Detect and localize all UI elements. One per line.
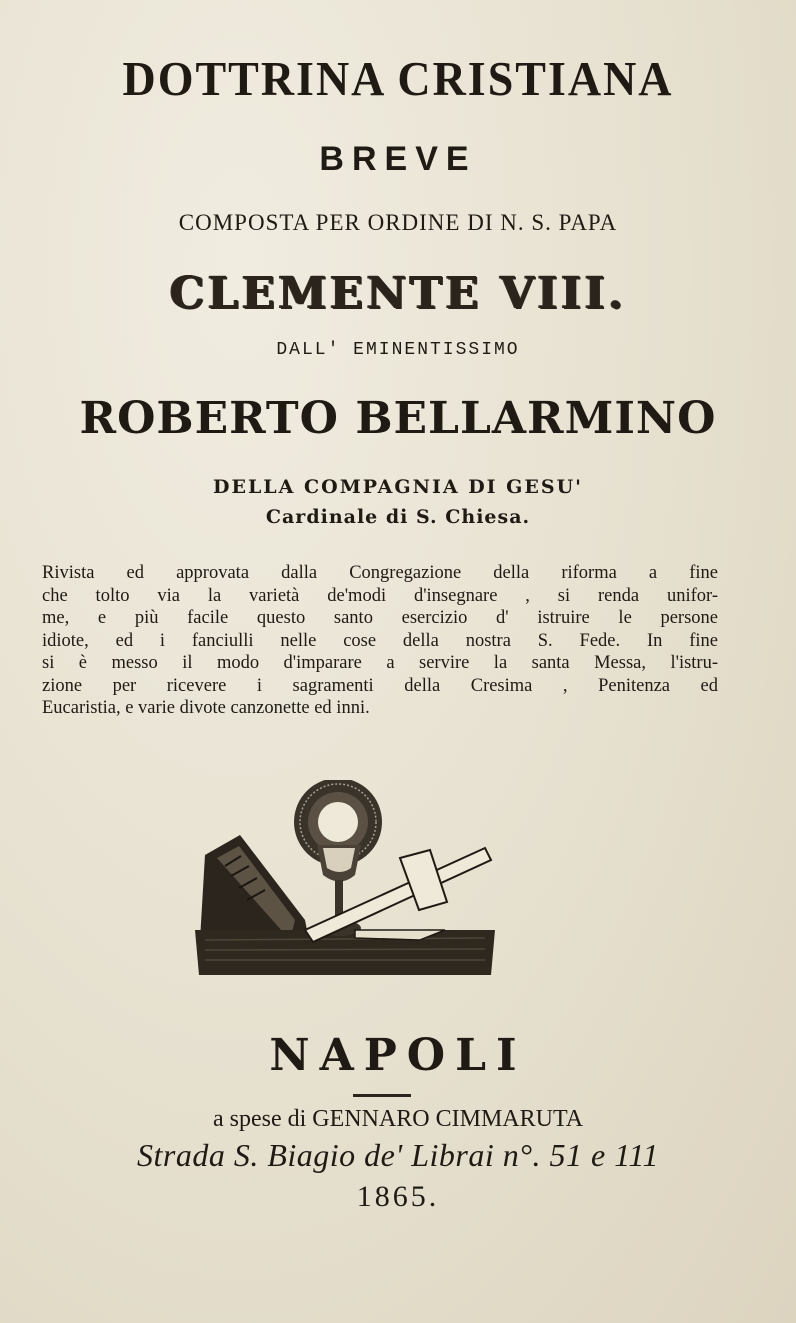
description-line: me, e più facile questo santo esercizio d' istruire le persone (42, 608, 718, 628)
cardinal-line: Cardinale di S. Chiesa. (265, 506, 531, 528)
publication-year: 1865. (356, 1180, 440, 1213)
book-subtitle: BREVE (319, 140, 477, 178)
description-line: idiote, ed i fanciulli nelle cose della nostra S. Fede. In fine (42, 630, 718, 651)
address-line: Strada S. Biagio de' Librai n°. 51 e 111 (137, 1137, 659, 1173)
description-line: Eucaristia, e varie divote canzonette ed inni. (42, 698, 370, 718)
chalice-host-cross-book-emblem-icon (195, 780, 495, 975)
composta-line: COMPOSTA PER ORDINE DI N. S. PAPA (178, 210, 618, 235)
description-paragraph (42, 562, 718, 720)
author-name: ROBERTO BELLARMINO (79, 393, 717, 444)
description-line: zione per ricevere i sagramenti della Cresima , Penitenza ed (42, 675, 718, 696)
dall-line: DALL' EMINENTISSIMO (276, 340, 520, 360)
divider-rule (353, 1094, 411, 1097)
pope-name: CLEMENTE VIII. (169, 268, 627, 319)
city-name: NAPOLI (269, 1030, 527, 1081)
description-line: Rivista ed approvata dalla Congregazione della riforma a fine (42, 563, 718, 583)
description-line: che tolto via la varietà de'modi d'insegnare , si renda unifor- (42, 585, 718, 606)
book-title: DOTTRINA CRISTIANA (122, 51, 674, 106)
description-line: si è messo il modo d'imparare a servire la santa Messa, l'istru- (42, 653, 718, 673)
society-line: DELLA COMPAGNIA DI GESU' (212, 476, 584, 498)
publisher-line: a spese di GENNARO CIMMARUTA (212, 1106, 584, 1132)
